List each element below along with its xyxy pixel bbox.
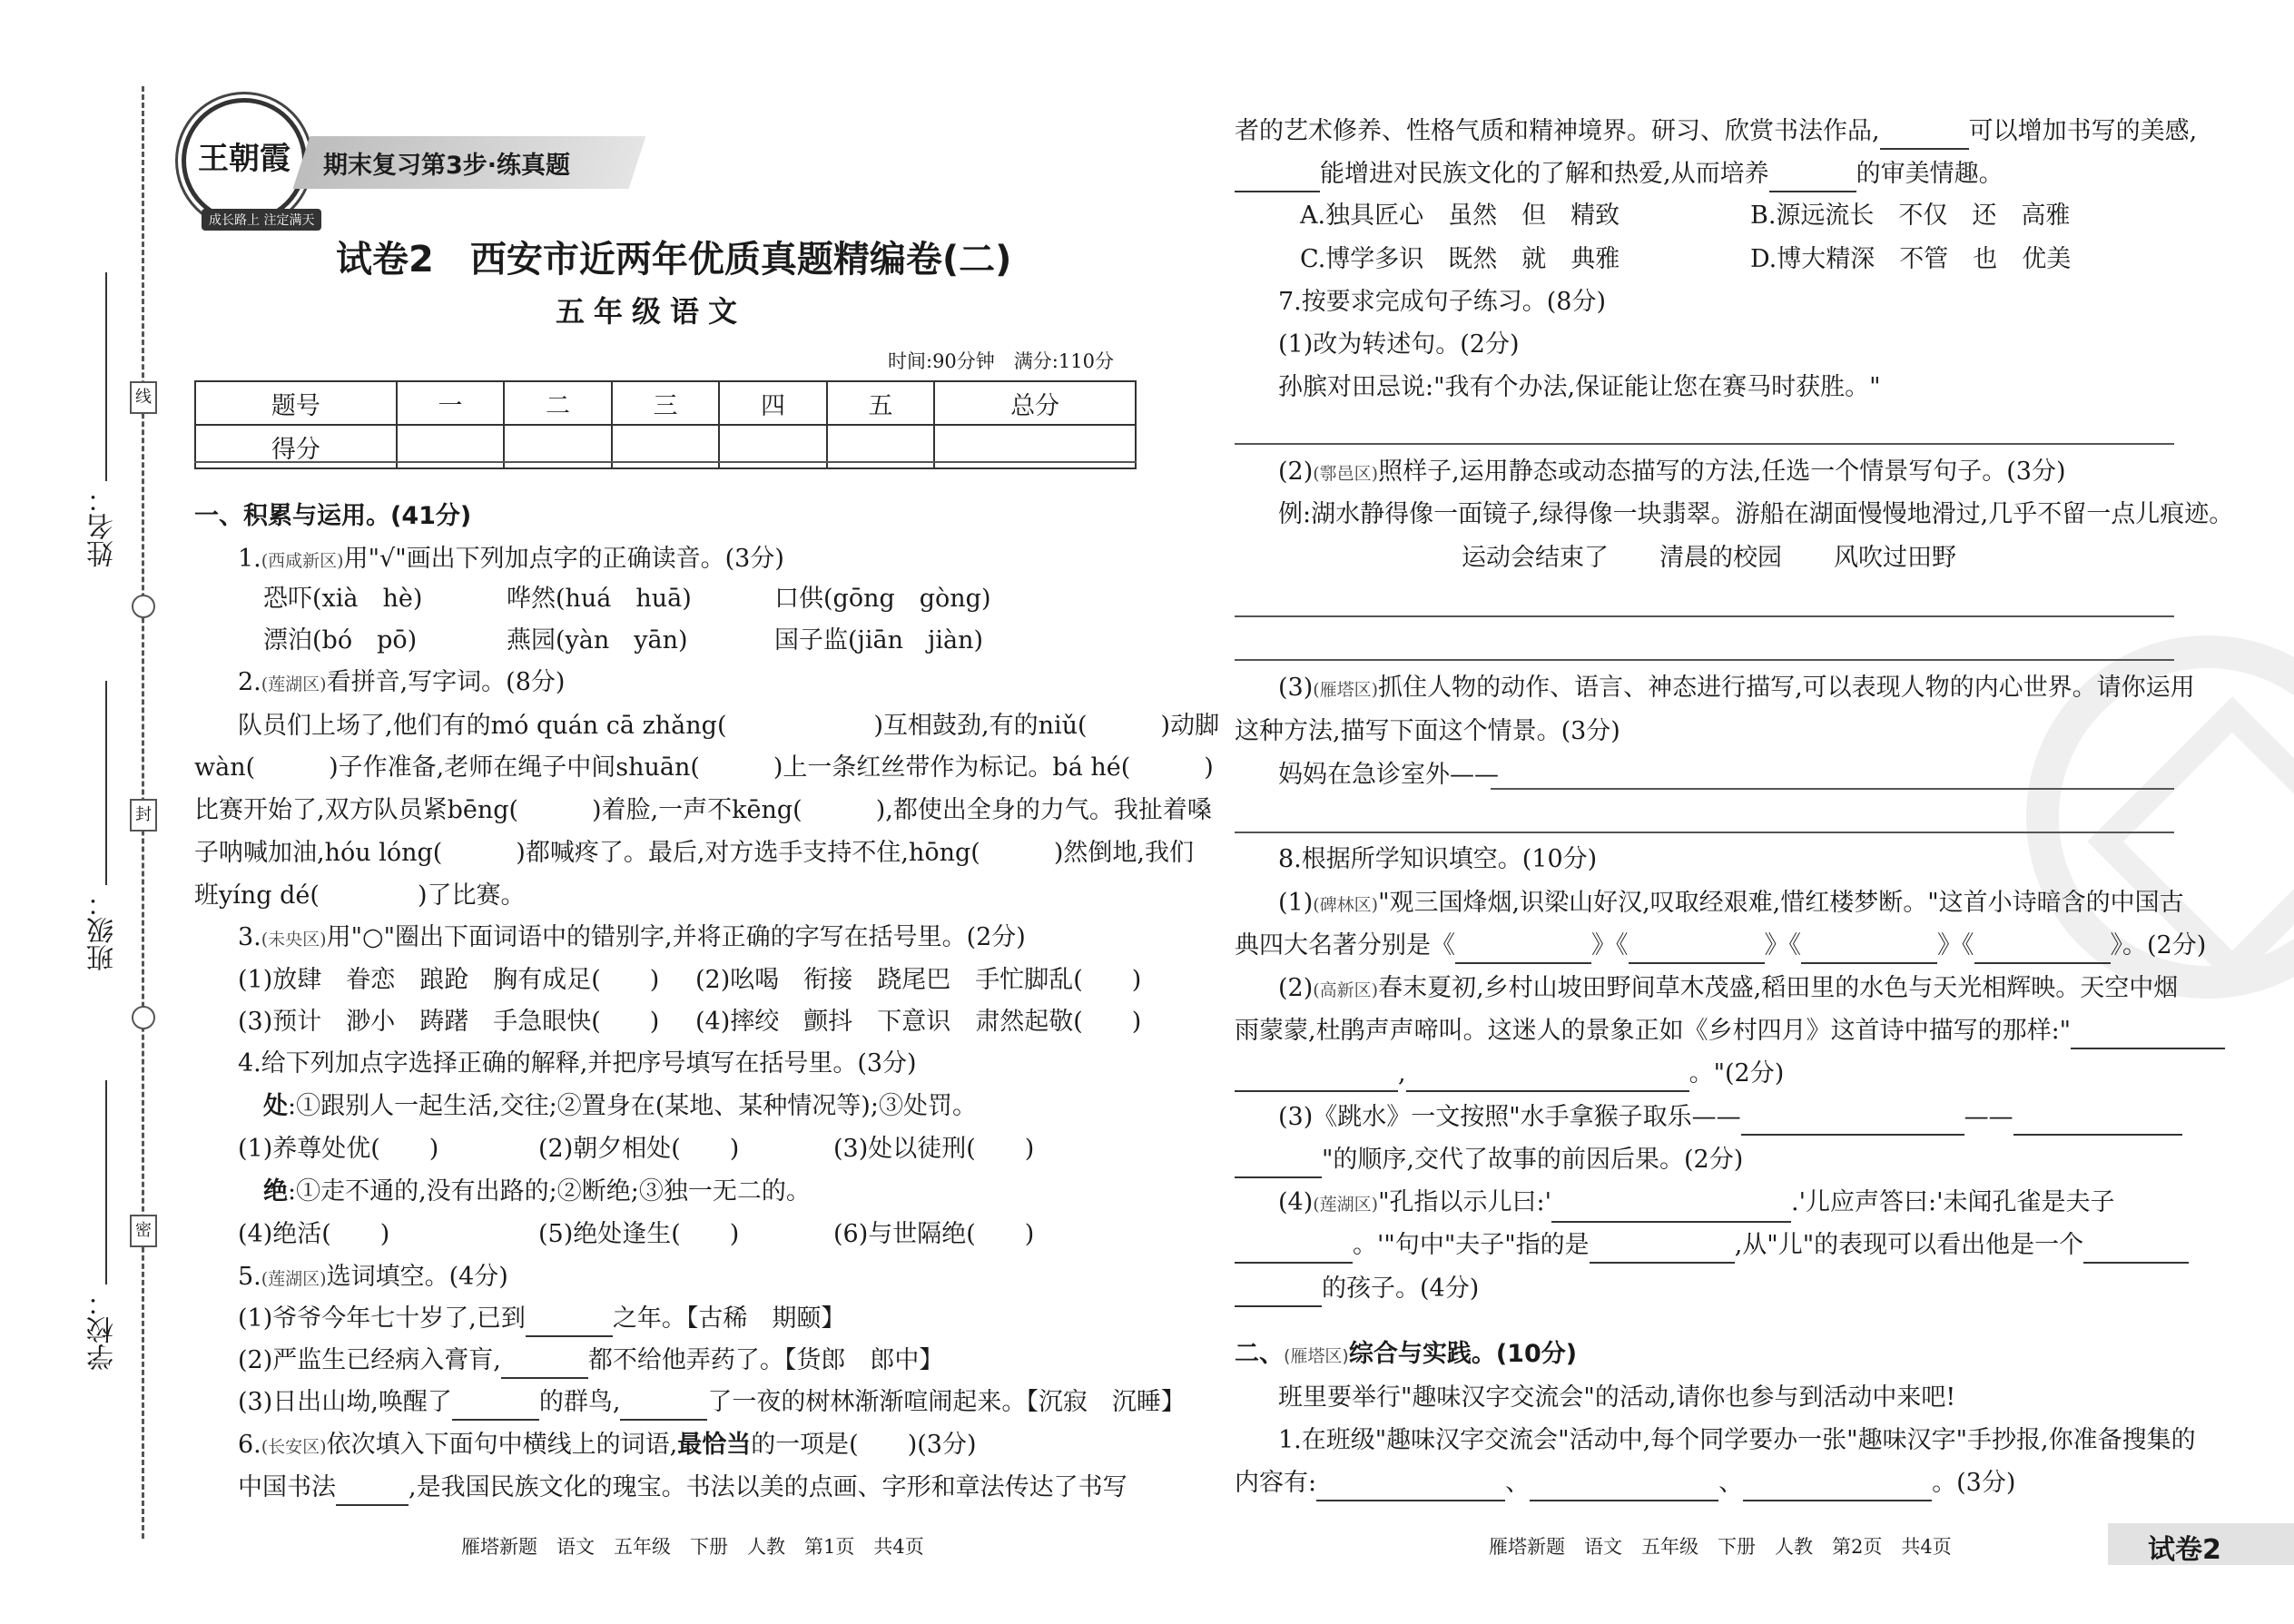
q4-item[interactable]: (1)养尊处优( ) xyxy=(238,1135,439,1163)
name-write-line[interactable] xyxy=(105,272,107,481)
q5-item xyxy=(238,1384,1186,1421)
brand-tag: 成长路上 注定满天 xyxy=(202,209,321,231)
header-rule xyxy=(194,461,1137,463)
q8-1-text: 》。(2分) xyxy=(2110,931,2207,960)
q8-3-text-cont xyxy=(1235,1142,1743,1178)
q6-text: 的一项是( )(3分) xyxy=(751,1431,977,1459)
q3-text: 用"○"圈出下面词语中的错别字,并将正确的字写在括号里。(2分) xyxy=(326,923,1026,951)
q8-2-number: (2) xyxy=(1278,974,1314,1002)
q4-chu-definition xyxy=(263,1088,977,1125)
q5-item xyxy=(238,1343,943,1379)
q8-2-text-cont xyxy=(1235,1013,2225,1049)
q7-3-prompt: 妈妈在急诊室外—— xyxy=(1278,761,1499,789)
q8-4-stem xyxy=(1278,1185,2115,1223)
q6-passage-cont xyxy=(1235,156,2004,192)
q4-item[interactable]: (3)处以徒刑( ) xyxy=(833,1135,1035,1163)
section2-text: 综合与实践。(10分) xyxy=(1348,1340,1578,1368)
q6-option-a[interactable]: A.独具匠心 虽然 但 精致 xyxy=(1300,202,1620,230)
q5-text: (3)日出山坳,唤醒了 xyxy=(238,1388,452,1416)
q4-item[interactable]: (6)与世隔绝( ) xyxy=(833,1220,1035,1248)
q1-item[interactable]: 口供(gōng gòng) xyxy=(774,585,991,613)
q5-blank[interactable] xyxy=(526,1308,613,1337)
name-label: 姓名： xyxy=(87,486,119,567)
s2-q1-stem: 1.在班级"趣味汉字交流会"活动中,每个同学要办一张"趣味汉字"手抄报,你准备搜集的 xyxy=(1278,1426,2196,1454)
q3-item[interactable]: (3)预计 渺小 踌躇 手急眼快( ) xyxy=(238,1008,660,1036)
q7-2-answer-line[interactable] xyxy=(1235,615,2174,617)
q8-1-text: 典四大名著分别是《 xyxy=(1235,931,1455,960)
q3-number: 3. xyxy=(238,923,261,951)
q2-line[interactable]: 比赛开始了,双方队员紧bēng( )着脸,一声不kēng( ),都使出全身的力气。我扯着嗓 xyxy=(194,796,1212,824)
q4-item[interactable]: (4)绝活( ) xyxy=(238,1220,390,1248)
q1-item[interactable]: 恐吓(xià hè) xyxy=(263,585,423,613)
q7-2-answer-line[interactable] xyxy=(1235,659,2174,661)
q6-blank[interactable] xyxy=(1769,163,1856,192)
q8-4-text-end xyxy=(1235,1271,1479,1307)
q8-4-district: (莲湖区) xyxy=(1313,1195,1379,1215)
q6-text: 中国书法 xyxy=(238,1473,336,1501)
q6-emphasis: 最恰当 xyxy=(677,1431,752,1459)
binding-box-line: 线 xyxy=(130,381,157,414)
q8-4-blank[interactable] xyxy=(1590,1235,1735,1264)
score-header-cell: 三 xyxy=(612,381,720,425)
s2-q1-blanks xyxy=(1235,1465,2015,1501)
binding-hole xyxy=(132,595,155,618)
q6-text: ,是我国民族文化的瑰宝。书法以美的点画、字形和章法传达了书写 xyxy=(409,1473,1127,1501)
q8-1-blank[interactable] xyxy=(1974,935,2111,964)
q1-text: 用"√"画出下列加点字的正确读音。(3分) xyxy=(343,545,784,573)
q8-1-district: (碑林区) xyxy=(1313,895,1379,915)
q8-1-text: 》《 xyxy=(1591,931,1629,960)
q8-2-text: 。"(2分) xyxy=(1689,1059,1785,1088)
time-info: 时间:90分钟 满分:110分 xyxy=(888,350,1114,372)
q5-blank[interactable] xyxy=(452,1392,539,1421)
s2-q1-text: 、 xyxy=(1718,1469,1744,1497)
section2-number: 二、 xyxy=(1235,1340,1284,1368)
s2-q1-blank[interactable] xyxy=(1743,1472,1932,1501)
q4-item[interactable]: (2)朝夕相处( ) xyxy=(538,1135,740,1163)
q7-2-text: 照样子,运用静态或动态描写的方法,任选一个情景写句子。(3分) xyxy=(1378,458,2066,486)
q1-item[interactable]: 国子监(jiān jiàn) xyxy=(774,626,984,655)
q7-2-example: 例:湖水静得像一面镜子,绿得像一块翡翠。游船在湖面慢慢地滑过,几乎不留一点儿痕迹。 xyxy=(1278,500,2234,528)
q8-1-blank[interactable] xyxy=(1455,935,1591,964)
school-label: 学校： xyxy=(87,1289,119,1371)
q5-text: 选词填空。(4分) xyxy=(326,1263,508,1291)
banner-text: 期末复习第3步·练真题 xyxy=(323,152,571,180)
q4-jue-key: 绝 xyxy=(263,1177,288,1206)
q7-2-option[interactable]: 清晨的校园 xyxy=(1659,544,1782,572)
q7-stem: 7.按要求完成句子练习。(8分) xyxy=(1278,288,1607,316)
q8-4-blank[interactable] xyxy=(1235,1278,1322,1307)
s2-q1-blank[interactable] xyxy=(1316,1472,1505,1501)
q5-text: 之年。【古稀 期颐】 xyxy=(612,1304,846,1333)
q6-option-c[interactable]: C.博学多识 既然 就 典雅 xyxy=(1300,245,1620,273)
q2-district: (莲湖区) xyxy=(261,674,327,694)
score-header-cell: 总分 xyxy=(934,381,1136,425)
q5-item xyxy=(238,1301,845,1337)
q6-text: 依次填入下面句中横线上的词语, xyxy=(326,1431,678,1459)
q8-3-text: (3)《跳水》一文按照"水手拿猴子取乐—— xyxy=(1278,1103,1741,1131)
q6-blank[interactable] xyxy=(1235,163,1320,192)
q4-chu-def: :①跟别人一起生活,交往;②置身在(某地、某种情况等);③处罚。 xyxy=(288,1092,977,1120)
q7-2-option[interactable]: 运动会结束了 xyxy=(1462,544,1609,572)
section1-heading: 一、积累与运用。(41分) xyxy=(194,502,472,530)
score-label-cell: 得分 xyxy=(195,425,397,468)
q8-3-blank[interactable] xyxy=(1235,1149,1322,1178)
q8-1-stem xyxy=(1278,885,2184,923)
school-write-line[interactable] xyxy=(105,1080,107,1284)
q8-4-blank[interactable] xyxy=(2083,1235,2189,1264)
brand-logo xyxy=(182,98,307,223)
q2-line[interactable]: 子呐喊加油,hóu lóng( )都喊疼了。最后,对方选手支持不住,hōng( )然倒地,我们 xyxy=(194,839,1194,867)
q7-1-stem: (1)改为转述句。(2分) xyxy=(1278,330,1520,359)
q2-line[interactable]: 队员们上场了,他们有的mó quán cā zhǎng( )互相鼓劲,有的niǔ( )动脚 xyxy=(238,712,1220,740)
q8-1-text: 》《 xyxy=(1764,931,1801,960)
score-header-cell: 四 xyxy=(719,381,827,425)
score-header-cell: 五 xyxy=(827,381,935,425)
q8-1-blanks xyxy=(1235,928,2206,964)
q6-district: (长安区) xyxy=(261,1437,327,1457)
q5-text: (1)爷爷今年七十岁了,已到 xyxy=(238,1304,526,1333)
q8-2-blanks xyxy=(1235,1056,1784,1092)
q6-option-b[interactable]: B.源远流长 不仅 还 高雅 xyxy=(1750,202,2071,230)
q7-3-answer-line[interactable] xyxy=(1491,788,2174,790)
footer-left: 雁塔新题 语文 五年级 下册 人教 第1页 共4页 xyxy=(461,1536,924,1558)
q5-blank[interactable] xyxy=(620,1392,707,1421)
exam-title: 试卷2 西安市近两年优质真题精编卷(二) xyxy=(336,239,1012,281)
q8-4-blank[interactable] xyxy=(1551,1194,1791,1223)
q7-2-option[interactable]: 风吹过田野 xyxy=(1834,544,1956,572)
q7-1-answer-line[interactable] xyxy=(1235,443,2174,445)
s2-q1-blank[interactable] xyxy=(1530,1472,1718,1501)
score-header-cell: 题号 xyxy=(195,381,397,425)
q6-text: 的审美情趣。 xyxy=(1856,160,2004,188)
q8-stem: 8.根据所学知识填空。(10分) xyxy=(1278,845,1598,873)
q4-jue-def: :①走不通的,没有出路的;②断绝;③独一无二的。 xyxy=(288,1177,811,1206)
score-header-row xyxy=(195,381,1136,425)
q8-4-blank[interactable] xyxy=(1235,1235,1353,1264)
q5-text: (2)严监生已经病入膏肓, xyxy=(238,1346,501,1374)
q7-3-text-cont: 这种方法,描写下面这个情景。(3分) xyxy=(1235,717,1620,745)
q6-blank[interactable] xyxy=(336,1477,409,1506)
q8-2-stem xyxy=(1278,970,2178,1009)
q8-1-text: 》《 xyxy=(1937,931,1974,960)
q7-2-district: (鄠邑区) xyxy=(1313,464,1379,484)
q2-line[interactable]: 班yíng dé( )了比赛。 xyxy=(194,881,526,910)
q7-2-number: (2) xyxy=(1278,458,1314,486)
section2-district: (雁塔区) xyxy=(1284,1346,1349,1366)
q8-2-blank[interactable] xyxy=(2071,1020,2225,1049)
score-header-cell: 一 xyxy=(397,381,505,425)
q5-text: 的群鸟, xyxy=(538,1388,621,1416)
q5-blank[interactable] xyxy=(501,1350,588,1379)
score-header-cell: 二 xyxy=(504,381,612,425)
q6-text: 能增进对民族文化的了解和热爱,从而培养 xyxy=(1320,160,1769,188)
q1-item[interactable]: 哗然(huá huā) xyxy=(507,585,692,613)
q3-item[interactable]: (2)吆喝 衔接 跷尾巴 手忙脚乱( ) xyxy=(695,966,1142,994)
q6-number: 6. xyxy=(238,1431,261,1459)
q7-3-answer-line[interactable] xyxy=(1235,832,2174,833)
q4-jue-definition xyxy=(263,1174,811,1210)
q8-1-number: (1) xyxy=(1278,889,1314,917)
q8-1-blank[interactable] xyxy=(1629,935,1765,964)
q8-4-text: 的孩子。(4分) xyxy=(1322,1275,1480,1303)
q6-passage-cont xyxy=(1235,113,2197,150)
q8-1-blank[interactable] xyxy=(1801,935,1937,964)
q8-3-stem xyxy=(1278,1099,2182,1136)
q2-text: 看拼音,写字词。(8分) xyxy=(326,668,566,696)
score-table xyxy=(194,380,1137,469)
section2-heading xyxy=(1235,1336,1577,1374)
q8-3-text: "的顺序,交代了故事的前因后果。(2分) xyxy=(1322,1146,1744,1174)
q6-blank[interactable] xyxy=(1880,121,1969,150)
brand-logo-text: 王朝霞 xyxy=(198,141,290,177)
binding-hole xyxy=(132,1006,155,1029)
q8-4-text: 。'"句中"夫子"指的是 xyxy=(1353,1231,1590,1259)
q5-text: 都不给他弄药了。【货郎 郎中】 xyxy=(587,1346,944,1374)
q8-4-number: (4) xyxy=(1278,1188,1314,1216)
q5-text: 了一夜的树林渐渐喧闹起来。【沉寂 沉睡】 xyxy=(707,1388,1186,1416)
q5-number: 5. xyxy=(238,1263,261,1291)
q6-option-d[interactable]: D.博大精深 不管 也 优美 xyxy=(1750,245,2072,273)
q6-stem xyxy=(238,1427,977,1465)
q8-2-blank[interactable] xyxy=(1406,1063,1689,1092)
q8-2-text: 雨蒙蒙,杜鹃声声啼叫。这迷人的景象正如《乡村四月》这首诗中描写的那样:" xyxy=(1235,1017,2072,1045)
class-label: 班级： xyxy=(87,890,119,971)
q5-stem xyxy=(238,1259,508,1297)
q7-3-number: (3) xyxy=(1278,674,1314,702)
footer-right: 雁塔新题 语文 五年级 下册 人教 第2页 共4页 xyxy=(1489,1536,1952,1558)
q1-item[interactable]: 燕园(yàn yān) xyxy=(507,626,688,655)
s2-q1-text: 内容有: xyxy=(1235,1469,1317,1497)
q8-4-text: .'儿应声答曰:'未闻孔雀是夫子 xyxy=(1791,1188,2115,1216)
q1-item[interactable]: 漂泊(bó pō) xyxy=(263,626,418,655)
q3-stem xyxy=(238,920,1026,958)
s2-q1-text: 、 xyxy=(1505,1469,1531,1497)
q3-item[interactable]: (4)摔绞 颤抖 下意识 肃然起敬( ) xyxy=(695,1008,1142,1036)
s2-q1-text: 。(3分) xyxy=(1932,1469,2016,1497)
q7-3-district: (雁塔区) xyxy=(1313,680,1379,700)
q5-district: (莲湖区) xyxy=(261,1269,327,1289)
q2-line[interactable]: wàn( )子作准备,老师在绳子中间shuān( )上一条红丝带作为标记。bá hé( ) xyxy=(194,753,1214,782)
q8-3-text: —— xyxy=(1964,1103,2013,1131)
q8-3-blank[interactable] xyxy=(1741,1107,1964,1136)
binding-box-secret: 密 xyxy=(130,1215,157,1247)
q8-1-text: "观三国烽烟,识梁山好汉,叹取经艰难,惜红楼梦断。"这首小诗暗含的中国古 xyxy=(1378,889,2184,917)
class-write-line[interactable] xyxy=(105,681,107,885)
q6-text: 者的艺术修养、性格气质和精神境界。研习、欣赏书法作品, xyxy=(1235,117,1880,145)
q7-3-stem xyxy=(1278,670,2195,708)
q8-2-district: (高新区) xyxy=(1313,980,1379,1000)
q1-stem xyxy=(238,541,784,579)
q8-4-text-cont xyxy=(1235,1227,2189,1264)
binding-box-seal: 封 xyxy=(130,799,157,832)
q6-text: 可以增加书写的美感, xyxy=(1968,117,2198,145)
q4-item[interactable]: (5)绝处逢生( ) xyxy=(538,1220,740,1248)
q8-3-blank[interactable] xyxy=(2013,1107,2182,1136)
q6-passage xyxy=(238,1470,1127,1506)
q3-district: (未央区) xyxy=(261,930,327,950)
q1-number: 1. xyxy=(238,545,261,573)
q8-2-blank[interactable] xyxy=(1235,1063,1398,1092)
q7-3-text: 抓住人物的动作、语言、神态进行描写,可以表现人物的内心世界。请你运用 xyxy=(1378,674,2195,702)
exam-subtitle: 五年级语文 xyxy=(556,294,747,329)
q4-stem: 4.给下列加点字选择正确的解释,并把序号填写在括号里。(3分) xyxy=(238,1049,917,1078)
paper-tab-label: 试卷2 xyxy=(2148,1534,2221,1566)
q7-1-text: 孙膑对田忌说:"我有个办法,保证能让您在赛马时获胜。" xyxy=(1278,373,1881,401)
q2-stem xyxy=(238,664,565,703)
paper-tab xyxy=(2108,1523,2294,1565)
q8-2-text: , xyxy=(1398,1059,1406,1088)
q3-item[interactable]: (1)放肆 眷恋 踉跄 胸有成足( ) xyxy=(238,966,660,994)
q8-4-text: "孔指以示儿曰:' xyxy=(1378,1188,1552,1216)
section2-intro: 班里要举行"趣味汉字交流会"的活动,请你也参与到活动中来吧! xyxy=(1278,1383,1956,1412)
q2-number: 2. xyxy=(238,668,261,696)
q1-district: (西咸新区) xyxy=(261,551,344,571)
q4-chu-key: 处 xyxy=(263,1092,288,1120)
q7-2-stem xyxy=(1278,454,2066,492)
q8-4-text: ,从"儿"的表现可以看出他是一个 xyxy=(1734,1231,2084,1259)
q8-2-text: 春末夏初,乡村山坡田野间草木茂盛,稻田里的水色与天光相辉映。天空中烟 xyxy=(1378,974,2179,1002)
